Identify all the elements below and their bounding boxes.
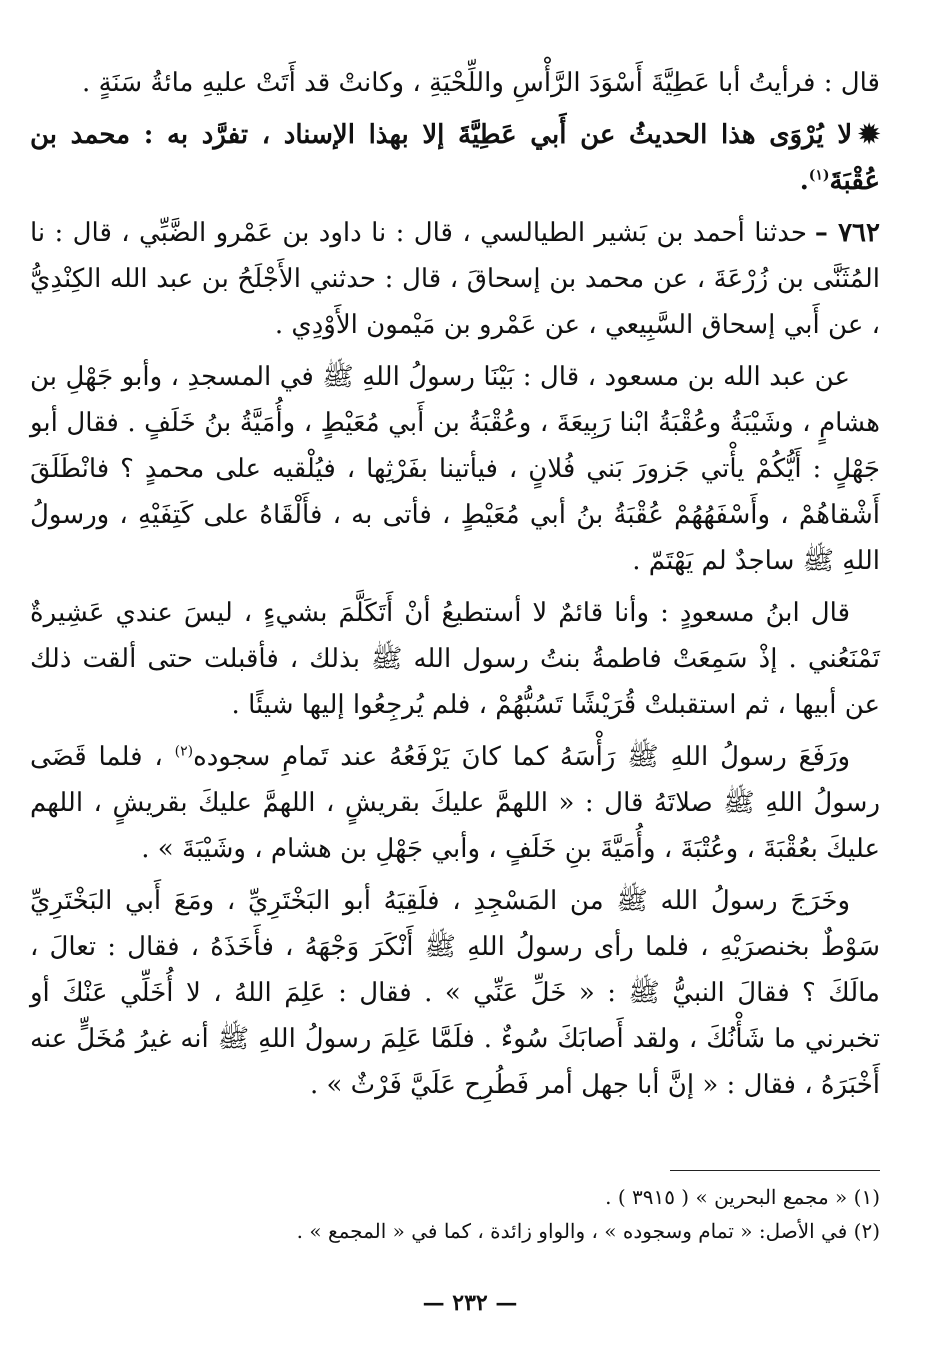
isnad-text: حدثنا أحمد بن بَشير الطيالسي ، قال : نا داود بن عَمْرو الضَّبِّي ، قال : نا المُثَنَّى بن زُرْعَةَ ، عن محمد بن إسحاقَ ، قال : حدثني الأَجْلَحُ بن عبد الله الكِنْدِيُّ ، عن أَبي إسحاق السَّبِيعي ، عن عَمْرو بن مَيْمون الأَوْدِي . [30, 218, 880, 340]
hadith-number: ٧٦٢ – [814, 218, 880, 248]
page-number: — ٢٣٢ — [422, 1290, 518, 1316]
paragraph-3-isnad [30, 210, 880, 348]
paragraph-2-note: ✹لا يُرْوَى هذا الحديثُ عن أَبي عَطِيَّةَ إلا بهذا الإسناد ، تفرَّد به : محمد بن عُقْبَةَ$^{(١)}$. [30, 112, 880, 204]
paragraph-5: قال ابنُ مسعودٍ : وأنا قائمٌ لا أستطيعُ أنْ أَتَكَلَّمَ بشيءٍ ، ليسَ عندي عَشِيرةٌ تَمْنَعُني . إذْ سَمِعَتْ فاطمةُ بنتُ رسول الله ﷺ بذلك ، فأقبلت حتى ألقت ذلك عن أبيها ، ثم استقبلتْ قُرَيْشًا تَسُبُّهُمْ ، فلم يُرجِعُوا إليها شيئًا . [30, 598, 880, 720]
paragraph-6-part-b: ، فلما قَضَى رسولُ اللهِ ﷺ صلاتَهُ قال : « اللهمَّ عليكَ بقريشٍ ، اللهمَّ عليكَ بقريشٍ ، اللهم عليكَ بعُقْبَةَ ، وعُتْبَةَ ، وأُمَيَّةَ بنِ خَلَفٍ ، وأبي جَهْلِ بن هشام ، وشَيْبَةَ » . [30, 742, 880, 864]
paragraph-6-part-a: ورَفَعَ رسولُ اللهِ ﷺ رَأْسَهُ كما كانَ يَرْفَعُهُ عند تَمامِ سجوده [193, 742, 850, 772]
paragraph-7: وخَرَجَ رسولُ الله ﷺ من المَسْجِدِ ، فلَقِيَهُ أبو البَخْتَرِيِّ ، ومَعَ أَبي البَخْتَرِيِّ سَوْطٌ بخنصرَيْهِ ، فلما رأى رسولُ اللهِ ﷺ أَنْكَرَ وَجْهَهُ ، فأَخَذَهُ ، فقال : تعالَ ، مالَكَ ؟ فقالَ النبيُّ ﷺ : « خَلِّ عَنِّي » . فقال : عَلِمَ اللهُ ، لا أُخَلِّي عَنْكَ أو تخبرني ما شَأْنُكَ ، ولقد أَصابَكَ سُوءٌ . فلَمَّا عَلِمَ رسولُ اللهِ ﷺ أنه غيرُ مُخَلٍّ عنه أَخْبَرَهُ ، فقال : « إنَّ أبا جهل أمر فَطُرِح عَلَيَّ فَرْثٌ » . [30, 886, 880, 1100]
footnote-ref-2[interactable]: (٢) [174, 743, 194, 760]
footnotes [60, 1180, 880, 1248]
star-icon: ✹ [858, 120, 880, 150]
footnote-1: (١) « مجمع البحرين » ( ٣٩١٥ ) . [605, 1185, 880, 1209]
footnote-2: (٢) في الأصل: « تمام وسجوده » ، والواو زائدة ، كما في « المجمع » . [296, 1219, 880, 1243]
footnote-ref-1[interactable]: (١) [808, 167, 830, 184]
footnote-divider [670, 1170, 880, 1171]
paragraph-4: عن عبد الله بن مسعود ، قال : بَيْنَا رسولُ اللهِ ﷺ في المسجدِ ، وأبو جَهْلِ بن هشامٍ ، وشَيْبَةُ وعُقْبَةُ ابْنا رَبِيعَةَ ، وعُقْبَةُ بن أَبي مُعَيْطٍ ، وأُمَيَّةُ بنُ خَلَفٍ . فقال أبو جَهْلٍ : أَيُّكُمْ يأْتي جَزورَ بَني فُلانٍ ، فيأتينا بفَرْثِها ، فيُلْقيه على محمدٍ ؟ فانْطَلَقَ أَشْقاهُمْ ، وأَسْفَهُهُمْ عُقْبَةُ بنُ أبي مُعَيْطٍ ، فأتى به ، فأَلْقَاهُ على كَتِفَيْهِ ، ورسولُ اللهِ ﷺ ساجدٌ لم يَهْتَمّ . [30, 362, 880, 576]
page-body [30, 60, 880, 1114]
paragraph-1: قال : فرأيتُ أبا عَطِيَّةَ أَسْوَدَ الرَّأْسِ واللِّحْيَةِ ، وكانتْ قد أَتَتْ عليهِ مائةُ سَنَةٍ . [82, 68, 880, 98]
paragraph-6 [30, 734, 880, 872]
note-text: لا يُرْوَى هذا الحديثُ عن أَبي عَطِيَّةَ إلا بهذا الإسناد ، تفرَّد به : محمد بن عُقْبَةَ [30, 120, 880, 196]
